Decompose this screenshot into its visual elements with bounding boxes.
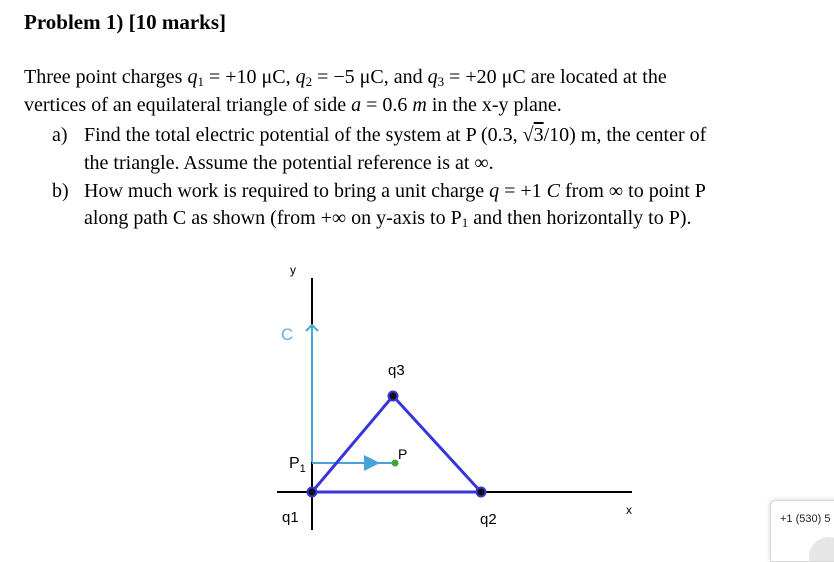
problem-title: Problem 1) [10 marks]	[24, 10, 226, 34]
intro-line-2: vertices of an equilateral triangle of side a = 0.6 m in the x-y plane.	[24, 94, 562, 116]
part-a-line-2: the triangle. Assume the potential reference is at ∞.	[84, 152, 494, 174]
q3-dot	[389, 392, 398, 401]
path-c-label: C	[281, 325, 294, 344]
phone-badge[interactable]	[770, 500, 834, 562]
p1-label: $P_1$	[289, 455, 306, 475]
q2-label: q2	[480, 511, 497, 528]
part-b-line-1: How much work is required to bring a unit charge q = +1 C from ∞ to point P	[84, 180, 706, 202]
y-axis-label: y	[290, 263, 296, 277]
part-b-line-2: along path C as shown (from +∞ on y-axis to $P_1$ and then horizontally to P).	[84, 207, 692, 230]
q1-dot	[308, 488, 317, 497]
phone-number: +1 (530) 5	[780, 513, 831, 525]
q1-label: q1	[282, 509, 299, 526]
x-axis-label: x	[626, 503, 632, 517]
p-label: P	[398, 446, 408, 462]
part-a-label: a)	[52, 124, 68, 146]
q2-dot	[477, 488, 486, 497]
equilateral-triangle	[312, 396, 481, 492]
avatar-icon	[809, 537, 834, 562]
intro-line-1: Three point charges $q_1 = +10$ μC, $q_2 = -5$ μC, and $q_3 = +20$ μC are located at the	[24, 66, 667, 89]
q3-label: q3	[388, 362, 405, 379]
part-b-label: b)	[52, 180, 69, 202]
part-a-line-1: Find the total electric potential of the system at P (0.3, √3/10) m, the center of	[84, 124, 707, 146]
